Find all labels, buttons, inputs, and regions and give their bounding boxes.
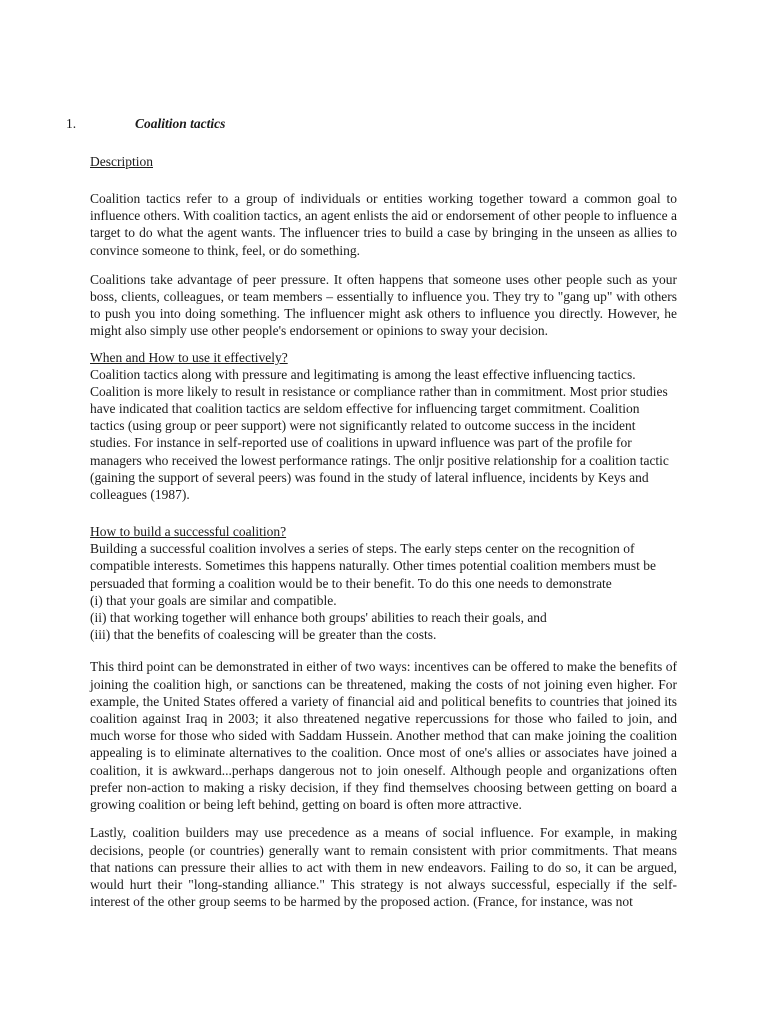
build-coalition-paragraph-1: This third point can be demonstrated in either of two ways: incentives can be offered to make the benefits of joining the coalition high, or sanctions can be threatened, making the costs of not joining even higher. For example, the United States offered a variety of financial aid and political benefits to countries that joined its coalition against Iraq in 2003; it also threatened negative repercussions for those who failed to join, and much worse for those who sided with Saddam Hussein. Another method that can make joining the coalition appealing is to eliminate alternatives to the coalition. Once most of one's allies or associates have joined a coalition, it is awkward...perhaps dangerous not to join oneself. Although people and organizations often prefer non-action to making a risky decision, if they find themselves choosing between getting on board a growing coalition or being left behind, getting on board is often more attractive. <box>90 659 677 813</box>
description-paragraph-1: Coalition tactics refer to a group of individuals or entities working together toward a common goal to influence others. With coalition tactics, an agent enlists the aid or endorsement of other people to influence a target to do what the agent wants. The influencer tries to build a case by bringing in the unseen as allies to convince someone to think, feel, or do something. <box>90 191 677 258</box>
build-coalition-item-1: (i) that your goals are similar and compatible. <box>90 592 337 608</box>
build-coalition-paragraph-2: Lastly, coalition builders may use precedence as a means of social influence. For example, in making decisions, people (or countries) generally want to remain consistent with prior commitments. That means that nations can pressure their allies to act with them in new endeavors. Failing to do so, it can be argued, would hurt their "long-standing alliance." This strategy is not always successful, especially if the self-interest of the other group seems to be harmed by the proposed action. (France, for instance, was not <box>90 825 677 910</box>
build-coalition-heading: How to build a successful coalition? <box>90 524 287 540</box>
when-how-paragraph: Coalition tactics along with pressure and legitimating is among the least effective influencing tactics. Coalition is more likely to result in resistance or compliance rather than in commitment. Most prior studies have indicated that coalition tactics are seldom effective for influencing target commitment. Coalition tactics (using group or peer support) were not significantly related to outcome success in the incident studies. For instance in self-reported use of coalitions in upward influence was part of the profile for managers who received the lowest performance ratings. The onljr positive relationship for a coalition tactic (gaining the support of several peers) was found in the study of lateral influence, incidents by Keys and colleagues (1987). <box>90 366 669 503</box>
build-coalition-intro: Building a successful coalition involves a series of steps. The early steps center on the recognition of compatible interests. Sometimes this happens naturally. Other times potential coalition members must be persuaded that forming a coalition would be to their benefit. To do this one needs to demonstrate <box>90 541 657 591</box>
build-coalition-item-2: (ii) that working together will enhance both groups' abilities to reach their goals, and <box>90 610 547 626</box>
build-coalition-item-3: (iii) that the benefits of coalescing will be greater than the costs. <box>90 627 437 643</box>
when-how-heading: When and How to use it effectively? <box>90 349 288 365</box>
document-body <box>90 153 677 910</box>
description-heading: Description <box>90 154 153 169</box>
section-number: 1. <box>66 116 77 131</box>
description-paragraph-2: Coalitions take advantage of peer pressure. It often happens that someone uses other people such as your boss, clients, colleagues, or team members – essentially to influence you. They try to "gang up" with others to push you into doing something. The influencer might ask others to influence you directly. However, he might also simply use other people's endorsement or opinions to sway your decision. <box>90 271 677 339</box>
section-title: Coalition tactics <box>135 116 226 131</box>
